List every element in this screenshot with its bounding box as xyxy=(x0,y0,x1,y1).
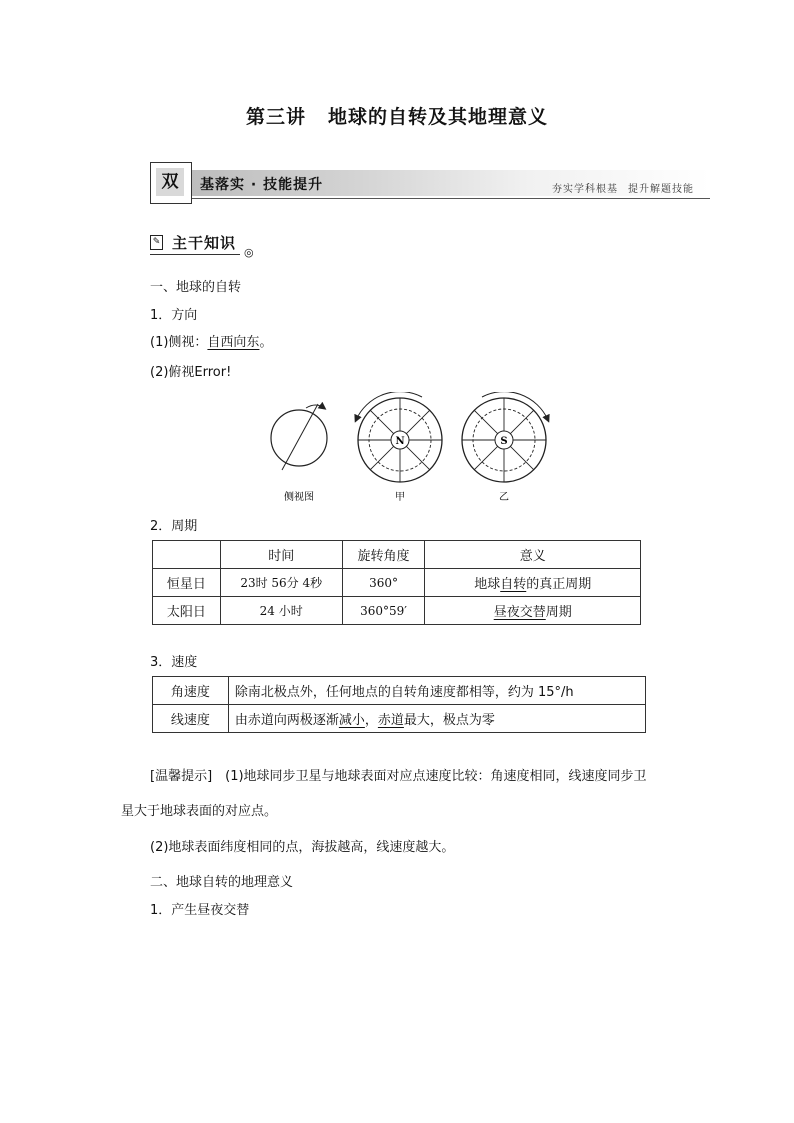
table-header-row xyxy=(153,541,641,569)
north-label: N xyxy=(395,436,405,447)
section-tag-label: 主干知识 xyxy=(172,234,237,252)
table-row xyxy=(153,705,646,733)
tip-line-3: (2)地球表面纬度相同的点，海拔越高，线速度越大。 xyxy=(150,840,455,855)
title-lesson: 第三讲 xyxy=(245,106,306,128)
side-view-suffix: 。 xyxy=(259,335,273,350)
banner-slogan xyxy=(552,180,694,195)
table-cell: 360° xyxy=(342,569,425,597)
south-pole-view xyxy=(462,392,548,482)
item-period: 2．周期 xyxy=(150,519,198,534)
table-cell: 恒星日 xyxy=(153,569,221,597)
tip-line-2: 星大于地球表面的对应点。 xyxy=(121,804,278,819)
table-header-cell xyxy=(153,541,221,569)
banner-badge-text: 双 xyxy=(156,168,184,196)
banner-slogan-1: 夯实学科根基 xyxy=(552,184,618,195)
section-banner xyxy=(150,162,710,206)
table-cell: 23时 56分 4秒 xyxy=(220,569,342,597)
top-view-prefix: (2)俯视 xyxy=(150,365,195,380)
table-cell: 24 小时 xyxy=(220,597,342,625)
table-row xyxy=(153,677,646,705)
table-row xyxy=(153,569,641,597)
cell-text: 最大，极点为零 xyxy=(403,713,495,728)
side-view-prefix: (1)侧视： xyxy=(150,335,208,350)
north-pole-view xyxy=(356,392,442,482)
item-direction: 1．方向 xyxy=(150,308,198,323)
cell-answer: 赤道 xyxy=(377,713,404,728)
cell-answer: 自转 xyxy=(500,577,527,592)
table-cell: 太阳日 xyxy=(153,597,221,625)
table-cell: 角速度 xyxy=(153,677,229,705)
circle-mark-icon: ◎ xyxy=(244,246,254,259)
title-topic: 地球的自转及其地理意义 xyxy=(328,106,549,128)
top-view-error: Error! xyxy=(194,365,232,380)
banner-slogan-2: 提升解题技能 xyxy=(628,184,694,195)
banner-label: 基落实 · 技能提升 xyxy=(200,177,324,193)
cell-text: 地球 xyxy=(474,577,501,592)
table-cell xyxy=(228,705,645,733)
caption-side-view: 侧视图 xyxy=(284,492,314,503)
table-header-cell: 时间 xyxy=(220,541,342,569)
table-header-cell: 旋转角度 xyxy=(342,541,425,569)
tip-line-1: [温馨提示] (1)地球同步卫星与地球表面对应点速度比较：角速度相同，线速度同步卫 xyxy=(150,769,647,784)
banner-underline xyxy=(192,198,710,199)
cell-text: ， xyxy=(364,713,378,728)
table-cell: 360°59′ xyxy=(342,597,425,625)
table-header-cell: 意义 xyxy=(425,541,641,569)
table-cell: 除南北极点外，任何地点的自转角速度都相等，约为 15°/h xyxy=(228,677,645,705)
direction-side-view xyxy=(150,331,272,350)
period-table xyxy=(152,540,641,625)
cell-answer: 昼夜交替 xyxy=(493,605,546,620)
table-cell xyxy=(425,569,641,597)
caption-yi: 乙 xyxy=(499,492,509,503)
table-cell: 线速度 xyxy=(153,705,229,733)
speed-table xyxy=(152,676,646,733)
item-speed: 3．速度 xyxy=(150,655,198,670)
direction-top-view xyxy=(150,361,231,380)
cell-text: 周期 xyxy=(545,605,572,620)
side-view-globe xyxy=(271,404,327,470)
south-label: S xyxy=(500,436,508,447)
cell-text: 的真正周期 xyxy=(526,577,592,592)
heading-significance: 二、地球自转的地理意义 xyxy=(150,875,294,890)
cell-answer: 减小 xyxy=(338,713,365,728)
caption-jia: 甲 xyxy=(395,492,405,503)
table-cell xyxy=(425,597,641,625)
heading-rotation: 一、地球的自转 xyxy=(150,280,242,295)
item-day-night: 1．产生昼夜交替 xyxy=(150,903,250,918)
banner-badge xyxy=(150,162,192,204)
pen-icon: ✎ xyxy=(150,235,163,250)
side-view-answer: 自西向东 xyxy=(207,335,260,350)
section-tag-underline xyxy=(150,254,240,255)
rotation-diagrams xyxy=(262,392,562,507)
page-title xyxy=(0,102,794,129)
table-row xyxy=(153,597,641,625)
cell-text: 由赤道向两极逐渐 xyxy=(234,713,339,728)
